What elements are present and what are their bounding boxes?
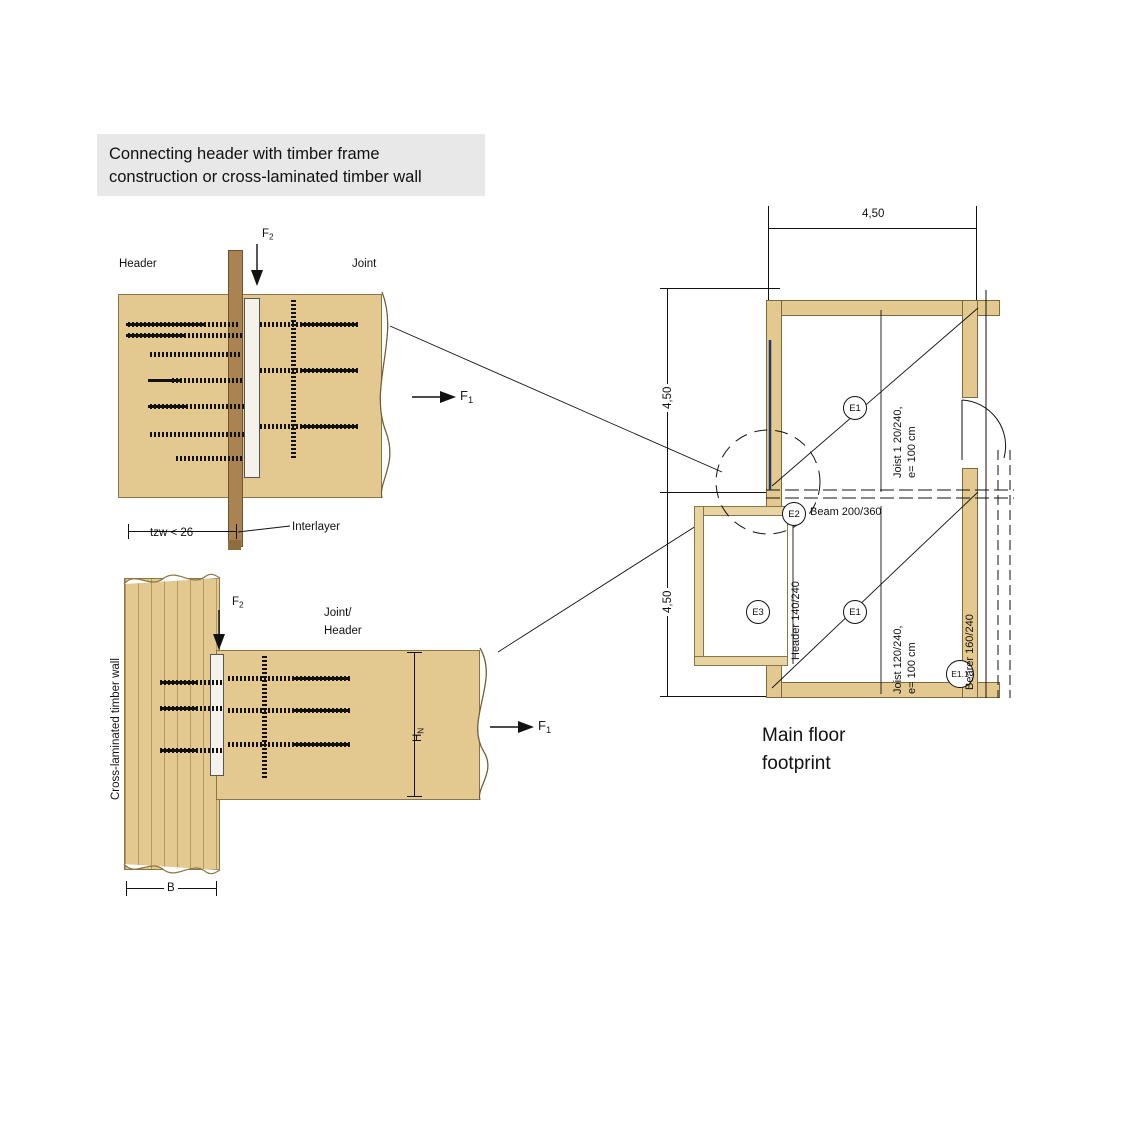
force-f2-subscript-bottom: 2 [239, 600, 244, 610]
joint-label-top: Joint [352, 258, 377, 270]
force-f2-subscript: 2 [269, 232, 274, 242]
plan-inner-room-wall-left [694, 506, 704, 666]
clt-wall-label: Cross-laminated timber wall [110, 658, 122, 800]
plan-dim-left-tick-top [660, 288, 780, 289]
clt-wall-break-bottom [120, 858, 222, 882]
plan-caption-line2: footprint [762, 753, 831, 774]
tag-e1-lower: E1 [843, 600, 867, 624]
plan-dim-left-upper-label: 4,50 [662, 384, 674, 412]
force-f2-symbol-bottom: F [232, 596, 240, 608]
plan-caption-line1: Main floor [762, 725, 846, 746]
force-f1-symbol-bottom: F [538, 718, 546, 733]
plan-dim-left-tick-bottom [660, 696, 780, 697]
tag-e3: E3 [746, 600, 770, 624]
plan-detail-circle [714, 428, 822, 536]
plan-dim-top-tick-right [976, 206, 977, 306]
dim-label-b: B [164, 882, 178, 894]
joint-header-label-line1: Joint/ [324, 607, 352, 619]
header-label-top: Header [119, 258, 157, 270]
hn-subscript: N [416, 727, 426, 734]
dim-tick-b-left [126, 881, 127, 896]
plan-dim-top-label: 4,50 [858, 208, 888, 220]
force-f2-symbol: F [262, 228, 270, 240]
joist-lower-line2: e= 100 cm [906, 642, 918, 694]
joint-header-label-line2: Header [324, 625, 362, 637]
beam-label: Beam 200/360 [810, 506, 882, 518]
dim-label-tzw: tzw < 26 [150, 527, 194, 539]
tag-e1-upper: E1 [843, 396, 867, 420]
joist-upper-line1: Joist 1 20/240, [892, 406, 904, 478]
tag-e11: E1.1 [946, 660, 974, 688]
header-label-plan: Header 140/240 [790, 581, 802, 660]
title-line-1: Connecting header with timber frame [109, 145, 380, 163]
bearer-label: Bearer 160/240 [964, 614, 976, 690]
tag-e2: E2 [782, 502, 806, 526]
plan-dim-top-tick-left [768, 206, 769, 306]
plan-joist-leader-lower [876, 506, 886, 696]
plan-dim-left-lower-label: 4,50 [662, 588, 674, 616]
force-f1-symbol-top: F [460, 388, 468, 403]
force-f1-subscript-top: 1 [467, 394, 474, 405]
hn-symbol: H [412, 733, 424, 742]
title-line-2: construction or cross-laminated timber wall [109, 168, 422, 186]
interlayer-label: Interlayer [292, 521, 340, 533]
dim-tick-hn-bottom [407, 796, 422, 797]
dim-tick-b-right [216, 881, 217, 896]
force-f1-subscript-bottom: 1 [545, 724, 552, 735]
plan-joist-leader-upper [876, 310, 886, 494]
plan-caption [762, 722, 845, 778]
joist-lower-line1: Joist 120/240, [892, 625, 904, 694]
plan-dim-top-line [768, 228, 976, 229]
joist-upper-line2: e= 100 cm [906, 426, 918, 478]
